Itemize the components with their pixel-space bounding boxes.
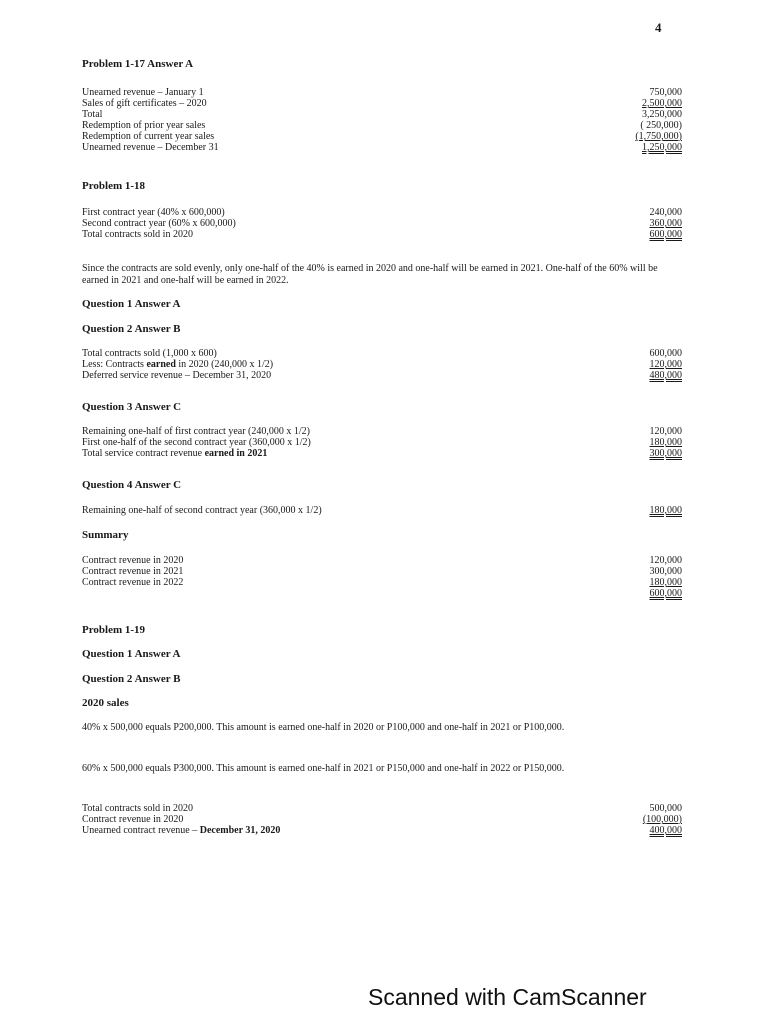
row-label-part: in 2020 (240,000 x 1/2) (175, 359, 274, 370)
row-label: Second contract year (60% x 600,000) (82, 218, 236, 229)
question-4-table (82, 505, 682, 516)
summary (82, 529, 682, 541)
problem-1-19-heading: Problem 1-19 (82, 624, 146, 636)
problem-1-18-heading: Problem 1-18 (82, 180, 146, 192)
row-value: 600,000 (649, 229, 682, 240)
row-label: Total contracts sold in 2020 (82, 229, 193, 240)
table-row (82, 229, 682, 240)
row-value: 600,000 (649, 348, 682, 359)
row-label-bold: earned in 2021 (204, 448, 268, 459)
question-heading: Question 1 Answer A (82, 648, 181, 660)
row-label: Redemption of current year sales (82, 131, 215, 142)
table-row (82, 142, 682, 153)
table-row (82, 814, 682, 825)
row-value: (100,000) (642, 814, 682, 825)
paragraph: 60% x 500,000 equals P300,000. This amount is earned one-half in 2021 or P150,000 and one-half in 2022 or P150,000. (82, 763, 565, 774)
question-4 (82, 479, 682, 491)
row-label: Total contracts sold (1,000 x 600) (82, 348, 217, 359)
table-row (82, 370, 682, 381)
row-value: 360,000 (649, 218, 682, 229)
row-label: Contract revenue in 2020 (82, 814, 184, 825)
row-value: 3,250,000 (642, 109, 682, 120)
row-label: Total (82, 109, 103, 120)
table-row (82, 207, 682, 218)
row-label: First contract year (40% x 600,000) (82, 207, 225, 218)
row-value: 300,000 (649, 566, 682, 577)
row-value: ( 250,000) (640, 120, 682, 131)
question-heading: Question 4 Answer C (82, 479, 182, 491)
row-label: Contract revenue in 2021 (82, 566, 184, 577)
table-row (82, 577, 682, 588)
table-row (82, 120, 682, 131)
row-label: Sales of gift certificates – 2020 (82, 98, 207, 109)
row-label (82, 359, 273, 370)
problem-1-19 (82, 624, 682, 636)
row-value: 480,000 (649, 370, 682, 381)
table-row (82, 109, 682, 120)
row-label: Contract revenue in 2020 (82, 555, 184, 566)
question-3-table (82, 426, 682, 459)
question-3 (82, 401, 682, 413)
question-heading: Question 3 Answer C (82, 401, 182, 413)
problem-1-17-table (82, 87, 682, 153)
sales-2020 (82, 697, 682, 709)
question-heading: Question 1 Answer A (82, 298, 181, 310)
row-label: Unearned revenue – December 31 (82, 142, 219, 153)
row-value: 400,000 (649, 825, 682, 836)
row-value: 240,000 (649, 207, 682, 218)
row-label: First one-half of the second contract year (360,000 x 1/2) (82, 437, 311, 448)
row-value: 120,000 (649, 555, 682, 566)
row-value: 1,250,000 (642, 142, 682, 153)
sales-heading: 2020 sales (82, 697, 129, 709)
row-value: (1,750,000) (635, 131, 682, 142)
table-row (82, 359, 682, 370)
row-value: 180,000 (649, 505, 682, 516)
row-label (82, 825, 280, 836)
row-label-part: Less: Contracts (82, 359, 147, 370)
row-label: Deferred service revenue – December 31, 2020 (82, 370, 272, 381)
question-2-table (82, 348, 682, 381)
question-2 (82, 673, 682, 685)
table-row (82, 566, 682, 577)
question-2 (82, 323, 682, 335)
table-row (82, 803, 682, 814)
problem-1-18-paragraph: Since the contracts are sold evenly, only one-half of the 40% is earned in 2020 and one-half will be earned in 2021. One-half of the 60% will be earned in 2021 and one-half will be earned in 2022. (82, 263, 658, 286)
row-value: 750,000 (649, 87, 682, 98)
row-label-part: Unearned contract revenue – (82, 825, 200, 836)
summary-total: 600,000 (649, 588, 682, 599)
table-row (82, 825, 682, 836)
row-value: 180,000 (649, 577, 682, 588)
row-label: Total contracts sold in 2020 (82, 803, 193, 814)
row-label: Contract revenue in 2022 (82, 577, 184, 588)
table-row (82, 218, 682, 229)
row-value: 500,000 (649, 803, 682, 814)
table-row (82, 555, 682, 566)
row-label-bold: earned (146, 359, 176, 370)
question-1 (82, 648, 682, 660)
table-row (82, 98, 682, 109)
problem-1-19-table (82, 803, 682, 836)
table-row (82, 87, 682, 98)
question-heading: Question 2 Answer B (82, 323, 181, 335)
problem-1-17-heading: Problem 1-17 Answer A (82, 58, 194, 70)
question-1 (82, 298, 682, 310)
summary-heading: Summary (82, 529, 129, 541)
summary-table (82, 555, 682, 599)
table-row (82, 448, 682, 459)
row-value: 120,000 (649, 359, 682, 370)
row-value: 180,000 (649, 437, 682, 448)
row-value: 120,000 (649, 426, 682, 437)
row-label-part: Total service contract revenue (82, 448, 205, 459)
row-label: Remaining one-half of second contract year (360,000 x 1/2) (82, 505, 322, 516)
problem-1-18 (82, 180, 682, 192)
row-label: Redemption of prior year sales (82, 120, 206, 131)
paragraph: 40% x 500,000 equals P200,000. This amount is earned one-half in 2020 or P100,000 and one-half in 2021 or P100,000. (82, 722, 565, 733)
problem-1-17 (82, 58, 682, 70)
question-heading: Question 2 Answer B (82, 673, 181, 685)
table-row (82, 348, 682, 359)
problem-1-18-table (82, 207, 682, 240)
row-value: 2,500,000 (642, 98, 682, 109)
table-row (82, 426, 682, 437)
table-row (82, 437, 682, 448)
page-number: 4 (655, 20, 662, 35)
table-row (82, 588, 682, 599)
row-label: Unearned revenue – January 1 (82, 87, 204, 98)
row-label: Remaining one-half of first contract year (240,000 x 1/2) (82, 426, 310, 437)
row-label-bold: December 31, 2020 (199, 825, 281, 836)
row-label (82, 448, 267, 459)
table-row (82, 505, 682, 516)
scanner-watermark: Scanned with CamScanner (368, 984, 647, 1010)
row-value: 300,000 (649, 448, 682, 459)
table-row (82, 131, 682, 142)
